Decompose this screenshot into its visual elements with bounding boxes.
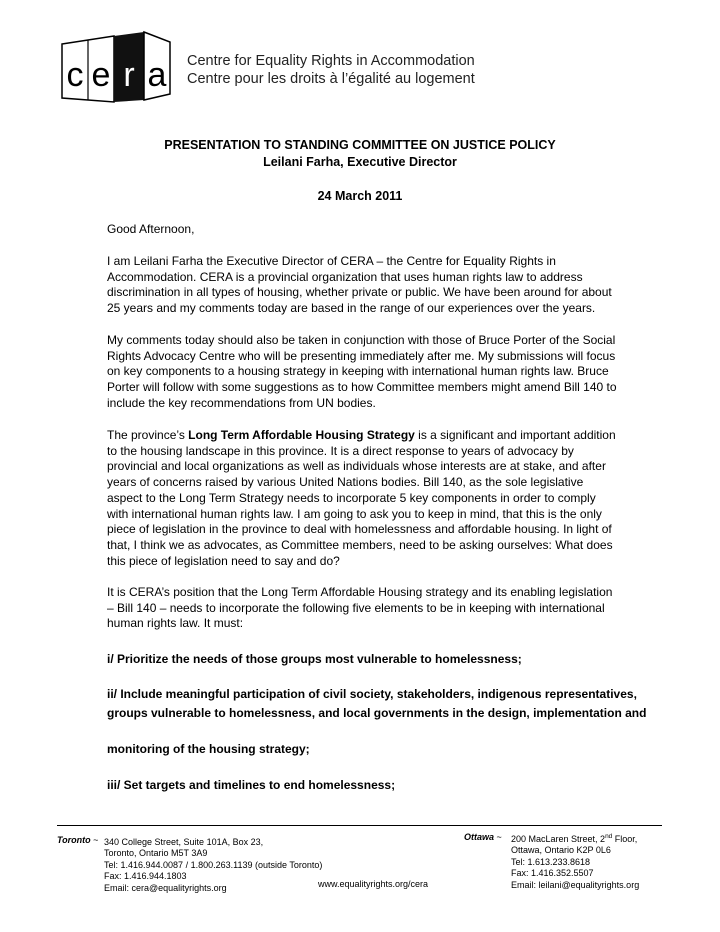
ordinal-suffix: nd: [605, 833, 613, 840]
org-name-english: Centre for Equality Rights in Accommodation: [187, 53, 475, 69]
toronto-city: Toronto: [57, 835, 91, 845]
body-paragraph-2: [107, 333, 617, 412]
ottawa-email: Email: leilani@equalityrights.org: [511, 879, 640, 890]
element-2-line-1: ii/ Include meaningful participation of civil society, stakeholders, indigenous representatives,: [107, 687, 637, 701]
paragraph-3: [107, 428, 617, 569]
body-paragraph-1: [107, 254, 617, 317]
logo-letter-c: c: [66, 56, 84, 94]
logo-letter-a: a: [147, 56, 167, 94]
paragraph-1: I am Leilani Farha the Executive Director of CERA – the Centre for Equality Rights in Accommodation. CERA is a provincial organization that uses human rights law to address discrimination in all types of housing, whether private or public. We have been around for about 25 years and my comments today are based in the range of our experiences over the years.: [107, 254, 612, 316]
element-2-line-3: monitoring of the housing strategy;: [107, 742, 310, 756]
document-title: PRESENTATION TO STANDING COMMITTEE ON JUSTICE POLICY: [164, 138, 556, 152]
paragraph-3-intro: The province’s: [107, 428, 189, 442]
paragraph-2: My comments today should also be taken in conjunction with those of Bruce Porter of the Social Rights Advocacy Centre who will be presenting immediately after me. My submissions will focus on key components to a housing strategy in keeping with international human rights law. Bruce Porter will follow with some suggestions as to how Committee members might amend Bill 140 to include the key recommendations from UN bodies.: [107, 333, 617, 410]
ottawa-street: 200 MacLaren Street, 2nd Floor,: [511, 833, 638, 844]
logo-letter-e: e: [91, 56, 111, 94]
toronto-separator: ~: [93, 835, 99, 845]
document-subtitle: Leilani Farha, Executive Director: [263, 155, 457, 169]
toronto-street: 340 College Street, Suite 101A, Box 23,: [104, 837, 264, 847]
greeting: Good Afternoon,: [107, 222, 195, 236]
toronto-label: [57, 835, 98, 846]
toronto-city-postal: Toronto, Ontario M5T 3A9: [104, 848, 208, 859]
element-1: i/ Prioritize the needs of those groups most vulnerable to homelessness;: [107, 652, 522, 666]
org-names: [187, 52, 475, 88]
ottawa-address: [511, 834, 639, 891]
toronto-tel: Tel: 1.416.944.0087 / 1.800.263.1139 (outside Toronto): [104, 859, 323, 870]
footer-divider: [57, 825, 662, 826]
cera-logo: [44, 30, 174, 104]
paragraph-3-rest: is a significant and important addition to the housing landscape in this province. It is a direct response to years of advocacy by provincial and local organizations as well as individuals whose interests are at stake, and after years of concerns raised by various United Nations bodies. Bill 140, as the sole legislative aspect to the Long Term Strategy needs to incorporate 5 key components in order to comply with international human rights law. I am going to ask you to keep in mind, that this is the only piece of legislation in the province to deal with homelessness and affordable housing. In light of that, I think we as advocates, as Committee members, need to be asking ourselves: What does this piece of legislation need to say and do?: [107, 428, 616, 568]
toronto-email: Email: cera@equalityrights.org: [104, 882, 227, 893]
toronto-address: [104, 837, 322, 894]
toronto-fax: Fax: 1.416.944.1803: [104, 871, 187, 882]
body-paragraph-4: [107, 585, 617, 632]
org-name-french: Centre pour les droits à l’égalité au logement: [187, 71, 475, 87]
ottawa-fax: Fax: 1.416.352.5507: [511, 868, 594, 879]
body-paragraph-3: [107, 428, 617, 569]
ottawa-city: Ottawa: [464, 832, 495, 842]
element-3: iii/ Set targets and timelines to end homelessness;: [107, 778, 396, 792]
element-2-line-2: groups vulnerable to homelessness, and local governments in the design, implementation and: [107, 706, 647, 720]
document-date: 24 March 2011: [317, 189, 403, 203]
ottawa-city-postal: Ottawa, Ontario K2P 0L6: [511, 845, 611, 856]
website-link[interactable]: www.equalityrights.org/cera: [318, 879, 429, 889]
ottawa-tel: Tel: 1.613.233.8618: [511, 856, 591, 867]
strategy-name: Long Term Affordable Housing Strategy: [188, 428, 415, 442]
ottawa-label: [464, 832, 502, 843]
body-greeting: [107, 222, 617, 238]
ottawa-separator: ~: [496, 832, 502, 842]
paragraph-4: It is CERA’s position that the Long Term Affordable Housing strategy and its enabling legislation – Bill 140 – needs to incorporate the following five elements to be in keeping with international human rights law. It must:: [107, 585, 613, 631]
logo-letter-r: r: [123, 56, 135, 94]
